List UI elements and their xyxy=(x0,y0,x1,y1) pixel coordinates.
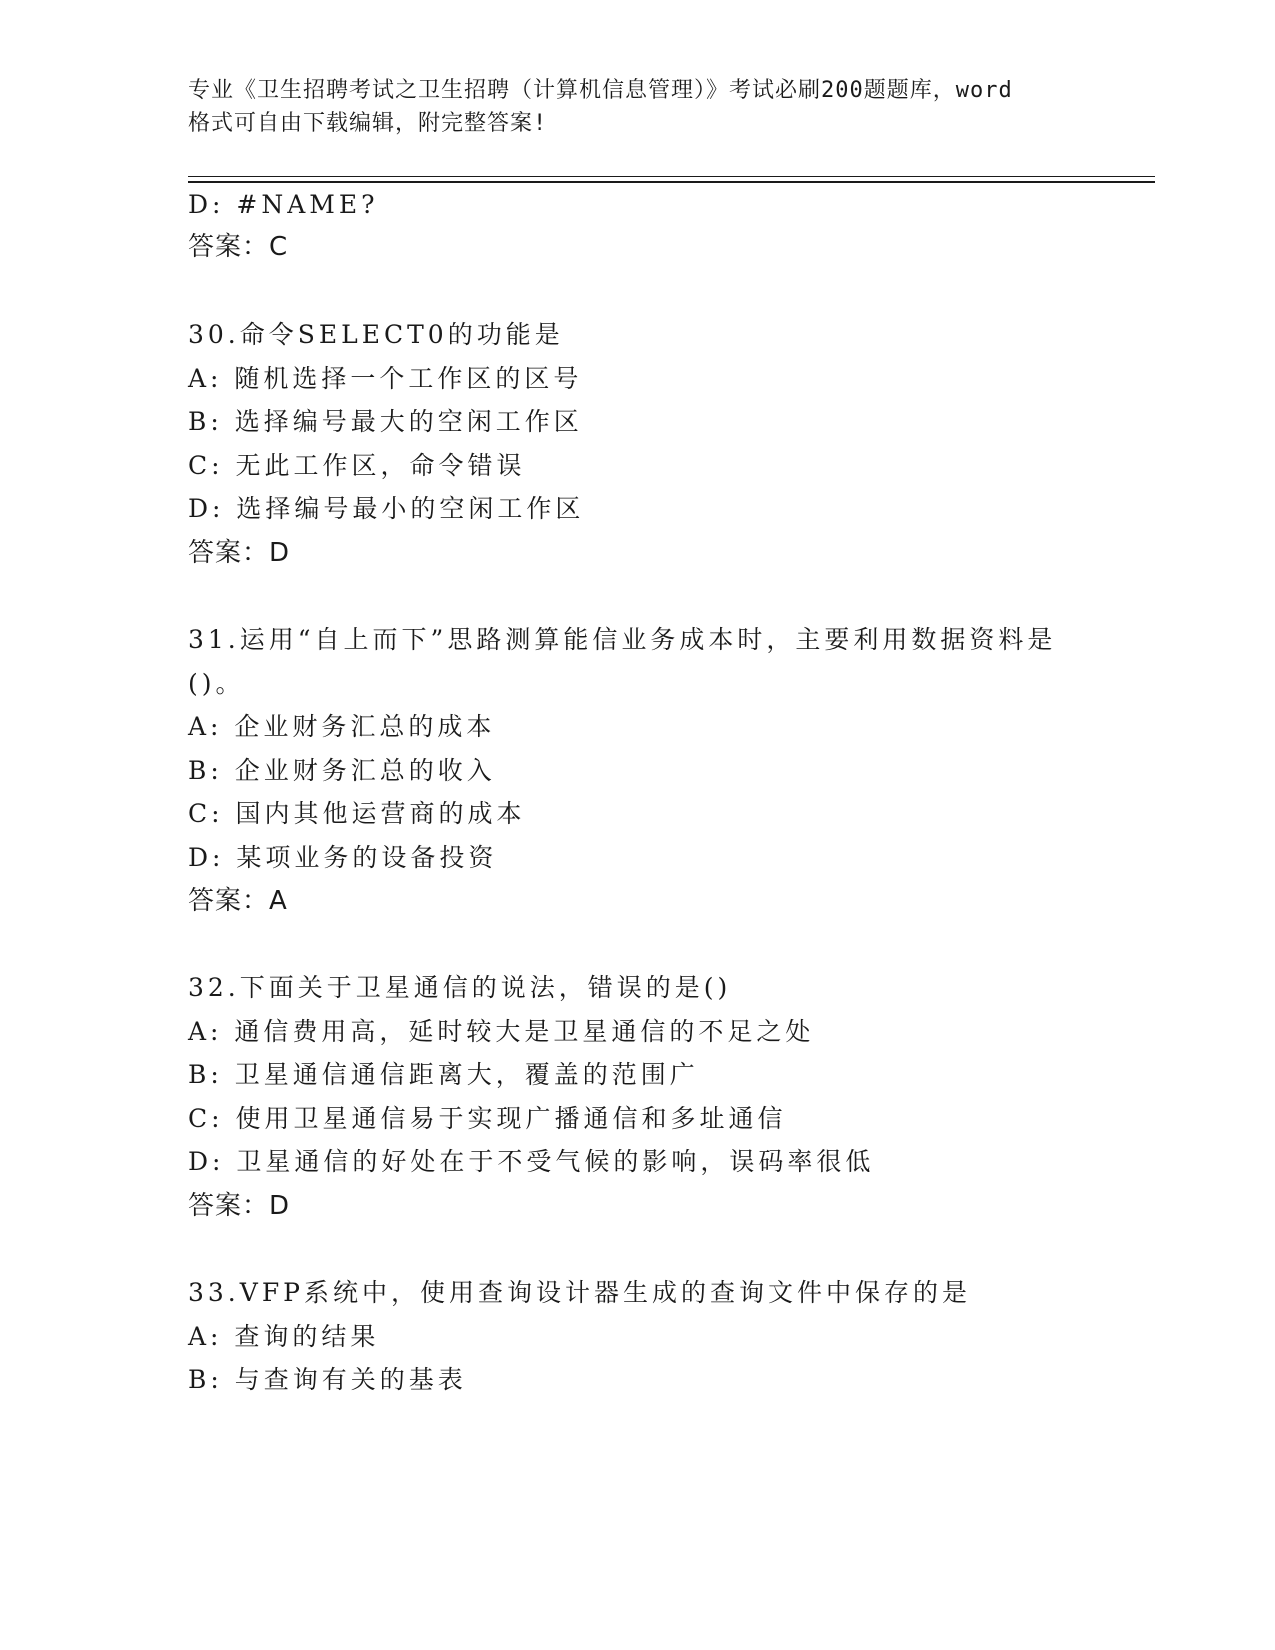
q33-option-b: B: 与查询有关的基表 xyxy=(188,1365,467,1394)
q31-option-a: A: 企业财务汇总的成本 xyxy=(188,712,496,741)
q29-option-d: D: #NAME? xyxy=(188,190,379,219)
q29-answer: 答案：C xyxy=(188,232,289,262)
header-divider-thin xyxy=(188,176,1155,177)
q32-option-d: D: 卫星通信的好处在于不受气候的影响，误码率很低 xyxy=(188,1147,875,1176)
header-line-1: 专业《卫生招聘考试之卫生招聘（计算机信息管理）》考试必刷200题题库，word xyxy=(188,78,1013,103)
header-line-2: 格式可自由下载编辑，附完整答案! xyxy=(188,111,548,136)
document-header xyxy=(188,74,1088,140)
q32-answer: 答案：D xyxy=(188,1191,291,1221)
q31-answer: 答案：A xyxy=(188,886,288,916)
q31-option-d: D: 某项业务的设备投资 xyxy=(188,843,498,872)
q30-option-c: C: 无此工作区，命令错误 xyxy=(188,451,526,480)
q30-answer: 答案：D xyxy=(188,538,291,568)
q32-option-a: A: 通信费用高，延时较大是卫星通信的不足之处 xyxy=(188,1017,815,1046)
q32-question: 32.下面关于卫星通信的说法，错误的是() xyxy=(188,973,732,1002)
q32-option-c: C: 使用卫星通信易于实现广播通信和多址通信 xyxy=(188,1104,787,1133)
q32-option-b: B: 卫星通信通信距离大，覆盖的范围广 xyxy=(188,1060,699,1089)
q33-option-a: A: 查询的结果 xyxy=(188,1322,380,1351)
q31-option-b: B: 企业财务汇总的收入 xyxy=(188,756,496,785)
q31-question-line-1: 31.运用“自上而下”思路测算能信业务成本时，主要利用数据资料是 xyxy=(188,625,1057,654)
q30-option-a: A: 随机选择一个工作区的区号 xyxy=(188,364,583,393)
q30-option-d: D: 选择编号最小的空闲工作区 xyxy=(188,494,585,523)
q31-question-line-2: ()。 xyxy=(188,669,245,698)
q30-question: 30.命令SELECT0的功能是 xyxy=(188,320,564,349)
q31-option-c: C: 国内其他运营商的成本 xyxy=(188,799,526,828)
q30-option-b: B: 选择编号最大的空闲工作区 xyxy=(188,407,583,436)
q33-question: 33.VFP系统中，使用查询设计器生成的查询文件中保存的是 xyxy=(188,1278,971,1307)
header-divider-thick xyxy=(188,181,1155,183)
